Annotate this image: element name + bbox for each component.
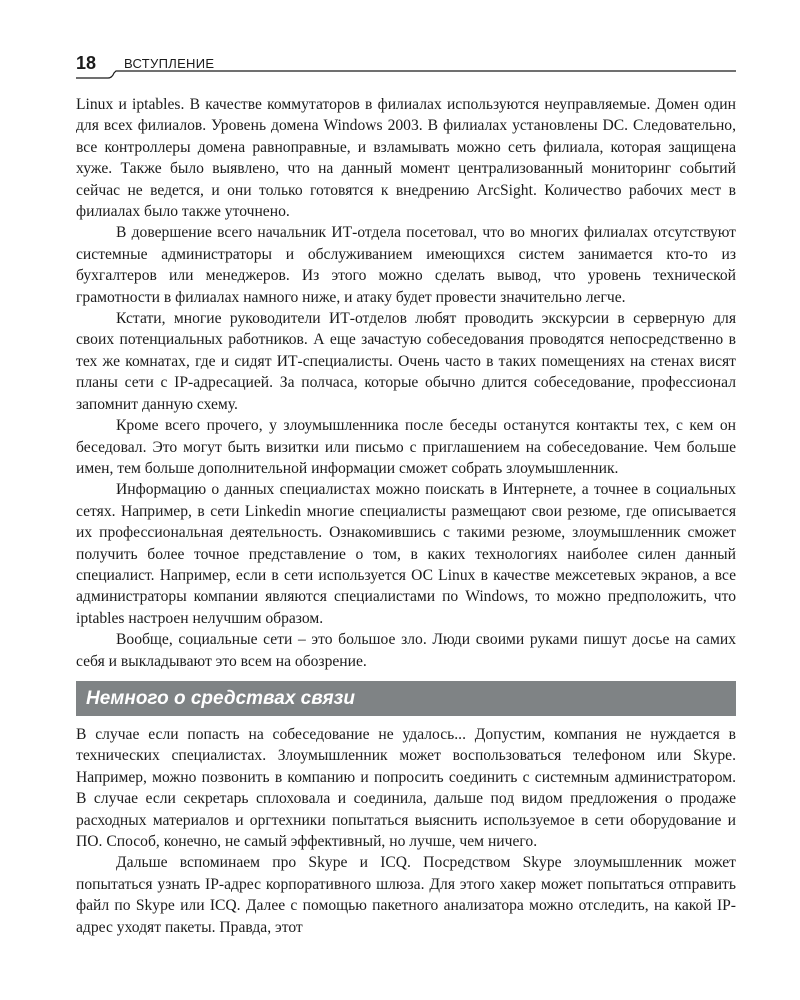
paragraph: Кстати, многие руководители ИТ-отделов любят проводить экскурсии в серверную для своих потенциальных работников. А еще зачастую собеседования проводятся непосредственно в тех же комнатах, где и сидят ИТ-специалисты. Очень часто в таких помещениях на стенах висят планы сети с IP-адресацией. За полчаса, которые обычно длится собеседование, профессионал запомнит данную схему.: [76, 310, 736, 413]
paragraph: В довершение всего начальник ИТ-отдела посетовал, что во многих филиалах отсутствуют системные администраторы и обслуживанием имеющихся систем занимается кто-то из бухгалтеров или менеджеров. Из этого можно сделать вывод, что уровень технической грамотности в филиалах намного ниже, и атаку будет провести значительно легче.: [76, 224, 736, 306]
paragraph: В случае если попасть на собеседование не удалось... Допустим, компания не нуждается в технических специалистах. Злоумышленник может воспользоваться телефоном или Skype. Например, можно позвонить в компанию и попросить соединить с системным администратором. В случае если секретарь сплоховала и соединила, дальше под видом предложения о продаже расходных материалов и оргтехники попытаться выяснить используемое в сети оборудование и ПО. Способ, конечно, не самый эффективный, но лучше, чем ничего.: [76, 725, 736, 850]
running-section-title: ВСТУПЛЕНИЕ: [124, 56, 215, 71]
page-number: 18: [76, 53, 97, 73]
section-heading: Немного о средствах связи: [86, 687, 355, 709]
paragraph: Вообще, социальные сети – это большое зло. Люди своими руками пишут досье на самих себя и выкладывают это всем на обозрение.: [76, 631, 736, 670]
page-body: [76, 94, 736, 938]
paragraph: Кроме всего прочего, у злоумышленника после беседы останутся контакты тех, с кем он беседовал. Это могут быть визитки или письмо с приглашением на собеседование. Чем больше имен, тем больше дополнительной информации сможет собрать злоумышленник.: [76, 417, 736, 477]
running-header: [76, 52, 736, 80]
paragraph: Дальше вспоминаем про Skype и ICQ. Посредством Skype злоумышленник может попытаться узнать IP-адрес корпоративного шлюза. Для этого хакер может попытаться отправить файл по Skype или ICQ. Далее с помощью пакетного анализатора можно отследить, на какой IP-адрес уходят пакеты. Правда, этот: [76, 854, 736, 936]
paragraph: Информацию о данных специалистах можно поискать в Интернете, а точнее в социальных сетях. Например, в сети Linkedin многие специалисты размещают свои резюме, где описывается их профессиональная деятельность. Ознакомившись с такими резюме, злоумышленник сможет получить более точное представление о том, в каких технологиях наиболее силен данный специалист. Например, если в сети используется ОС Linux в качестве межсетевых экранов, а все администраторы компании являются специалистами по Windows, то можно предположить, что iptables настроен нелучшим образом.: [76, 481, 736, 627]
section-heading-bar: [76, 681, 736, 716]
header-rule: [76, 70, 736, 80]
paragraph: Linux и iptables. В качестве коммутаторов в филиалах используются неуправляемые. Домен один для всех филиалов. Уровень домена Windows 2003. В филиалах установлены DC. Следовательно, все контроллеры домена равноправные, и взламывать можно сеть филиала, которая защищена хуже. Также было выявлено, что на данный момент централизованный мониторинг событий сейчас не ведется, и они только готовятся к внедрению ArcSight. Количество рабочих мест в филиалах было также уточнено.: [76, 96, 736, 221]
